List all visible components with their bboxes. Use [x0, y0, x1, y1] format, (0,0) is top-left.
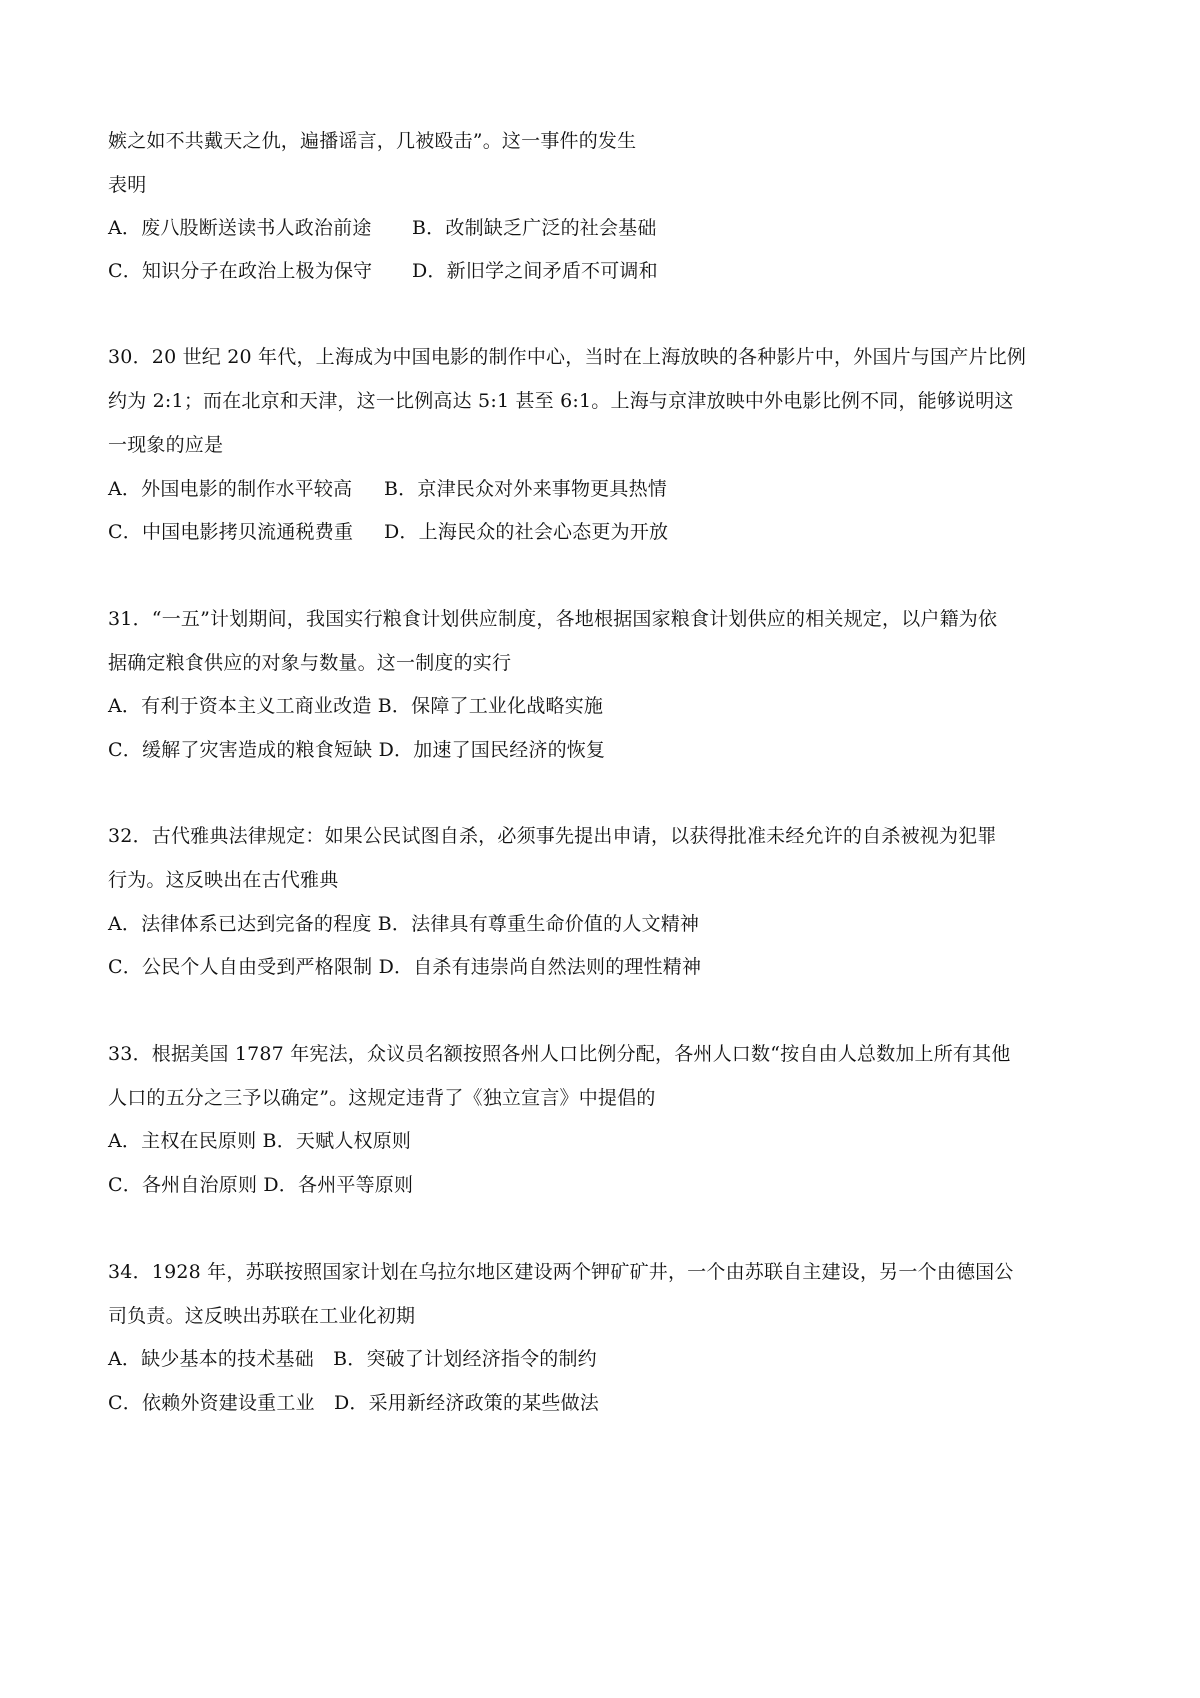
q32-stem-line-2: 行为。这反映出在古代雅典 — [108, 869, 339, 891]
q31-options-line-2: C．缓解了灾害造成的粮食短缺 D．加速了国民经济的恢复 — [108, 739, 606, 761]
q33-stem-line-1: 33．根据美国 1787 年宪法，众议员名额按照各州人口比例分配，各州人口数“按自由人总数加上所有其他 — [108, 1043, 1011, 1065]
q30-option-b: B．京津民众对外来事物更具热情 — [384, 478, 667, 500]
q34-options-line-1: A．缺少基本的技术基础 B．突破了计划经济指令的制约 — [108, 1348, 597, 1370]
q29-option-b: B．改制缺乏广泛的社会基础 — [412, 217, 657, 239]
q30-stem-line-2: 约为 2:1；而在北京和天津，这一比例高达 5:1 甚至 6:1。上海与京津放映中外电影比例不同，能够说明这 — [108, 390, 1014, 412]
q30-option-d: D．上海民众的社会心态更为开放 — [384, 521, 669, 543]
q34-stem-line-2: 司负责。这反映出苏联在工业化初期 — [108, 1305, 416, 1327]
q30-stem-line-1: 30．20 世纪 20 年代，上海成为中国电影的制作中心，当时在上海放映的各种影片中，外国片与国产片比例 — [108, 346, 1027, 368]
q31-stem-line-2: 据确定粮食供应的对象与数量。这一制度的实行 — [108, 652, 512, 674]
q32-stem-line-1: 32．古代雅典法律规定：如果公民试图自杀，必须事先提出申请，以获得批准未经允许的自杀被视为犯罪 — [108, 825, 997, 847]
q33-stem-line-2: 人口的五分之三予以确定”。这规定违背了《独立宣言》中提倡的 — [108, 1087, 656, 1109]
q29-stem-line-1: 嫉之如不共戴天之仇，遍播谣言，几被殴击”。这一事件的发生 — [108, 130, 637, 152]
q29-stem-line-2: 表明 — [108, 174, 147, 196]
q30-option-c: C．中国电影拷贝流通税费重 — [108, 521, 354, 543]
q30-option-a: A．外国电影的制作水平较高 — [108, 478, 353, 500]
q34-stem-line-1: 34．1928 年，苏联按照国家计划在乌拉尔地区建设两个钾矿矿井，一个由苏联自主建设，另一个由德国公 — [108, 1261, 1014, 1283]
q30-stem-line-3: 一现象的应是 — [108, 434, 224, 456]
q32-options-line-1: A．法律体系已达到完备的程度 B．法律具有尊重生命价值的人文精神 — [108, 913, 700, 935]
q31-options-line-1: A．有利于资本主义工商业改造 B．保障了工业化战略实施 — [108, 695, 604, 717]
q33-options-line-2: C．各州自治原则 D．各州平等原则 — [108, 1174, 414, 1196]
q32-options-line-2: C．公民个人自由受到严格限制 D．自杀有违崇尚自然法则的理性精神 — [108, 956, 702, 978]
q33-options-line-1: A．主权在民原则 B．天赋人权原则 — [108, 1130, 412, 1152]
q29-option-a: A．废八股断送读书人政治前途 — [108, 217, 372, 239]
q29-option-d: D．新旧学之间矛盾不可调和 — [412, 260, 658, 282]
q31-stem-line-1: 31．“一五”计划期间，我国实行粮食计划供应制度，各地根据国家粮食计划供应的相关规定，以户籍为依 — [108, 608, 998, 630]
q34-options-line-2: C．依赖外资建设重工业 D．采用新经济政策的某些做法 — [108, 1392, 599, 1414]
q29-option-c: C．知识分子在政治上极为保守 — [108, 260, 373, 282]
